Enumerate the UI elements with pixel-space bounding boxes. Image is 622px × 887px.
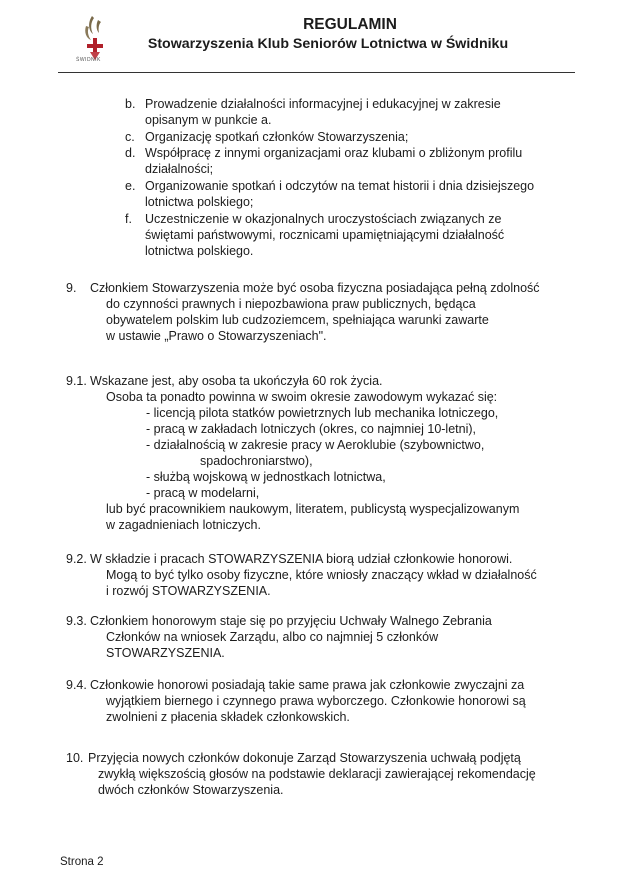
- list-item-b-line-1: Prowadzenie działalności informacyjnej i edukacyjnej w zakresie: [145, 97, 501, 111]
- document-title: REGULAMIN: [303, 16, 397, 33]
- section-10-label: 10.: [66, 751, 84, 765]
- list-item-d-line-2: działalności;: [145, 162, 214, 176]
- section-9-1-dash-5: - pracą w modelarni,: [146, 486, 260, 500]
- document-subtitle: Stowarzyszenia Klub Seniorów Lotnictwa w Świdniku: [147, 36, 509, 52]
- list-item-f-line-1: Uczestniczenie w okazjonalnych uroczystościach związanych ze: [145, 212, 502, 226]
- section-9-line-4: w ustawie „Prawo o Stowarzyszeniach".: [106, 329, 327, 343]
- list-item-e-line-2: lotnictwa polskiego;: [145, 195, 254, 209]
- section-9-4-line-1: Członkowie honorowi posiadają takie same prawa jak członkowie zwyczajni za: [90, 678, 525, 692]
- list-label-c: c.: [125, 130, 135, 144]
- section-10-line-3: dwóch członków Stowarzyszenia.: [98, 783, 284, 797]
- section-10-line-1: Przyjęcia nowych członków dokonuje Zarząd Stowarzyszenia uchwałą podjętą: [88, 751, 521, 765]
- logo-caption: ŚWIDNIK: [76, 57, 101, 63]
- section-10-line-2: zwykłą większością głosów na podstawie deklaracji zawierającej rekomendację: [98, 767, 536, 781]
- section-9-2-line-2: Mogą to być tylko osoby fizyczne, które wniosły znaczący wkład w działalność: [106, 568, 537, 582]
- section-9-line-2: do czynności prawnych i niepozbawiona praw publicznych, będąca: [106, 297, 476, 311]
- section-9-1-line-2: Osoba ta ponadto powinna w swoim okresie zawodowym wykazać się:: [106, 390, 498, 404]
- section-9-label: 9.: [66, 281, 77, 295]
- section-9-1-dash-3-continued: spadochroniarstwo),: [200, 454, 313, 468]
- section-9-1-dash-2: - pracą w zakładach lotniczych (okres, co najmniej 10-letni),: [146, 422, 476, 436]
- list-item-c-line-1: Organizację spotkań członków Stowarzyszenia;: [145, 130, 409, 144]
- list-item-d-line-1: Współpracę z innymi organizacjami oraz klubami o zbliżonym profilu: [145, 146, 523, 160]
- section-9-1-line-1: Wskazane jest, aby osoba ta ukończyła 60 rok życia.: [90, 374, 383, 388]
- section-9-1-dash-4: - służbą wojskową w jednostkach lotnictwa,: [146, 470, 386, 484]
- list-item-b-line-2: opisanym w punkcie a.: [145, 113, 272, 127]
- page-number: Strona 2: [60, 856, 104, 868]
- list-label-e: e.: [125, 179, 136, 193]
- section-9-1-label: 9.1.: [66, 374, 87, 388]
- section-9-line-1: Członkiem Stowarzyszenia może być osoba fizyczna posiadająca pełną zdolność: [90, 281, 540, 295]
- section-9-line-3: obywatelem polskim lub cudzoziemcem, spełniająca warunki zawarte: [106, 313, 489, 327]
- section-9-2-line-1: W składzie i pracach STOWARZYSZENIA biorą udział członkowie honorowi.: [90, 552, 513, 566]
- section-9-1-dash-1: - licencją pilota statków powietrznych lub mechanika lotniczego,: [146, 406, 499, 420]
- section-9-4-line-3: zwolnieni z płacenia składek członkowskich.: [106, 710, 350, 724]
- section-9-1-dash-3: - działalnością w zakresie pracy w Aeroklubie (szybownictwo,: [146, 438, 485, 452]
- section-9-2-label: 9.2.: [66, 552, 87, 566]
- list-label-d: d.: [125, 146, 136, 160]
- section-9-3-label: 9.3.: [66, 614, 87, 628]
- list-label-f: f.: [125, 212, 132, 226]
- list-item-f-line-3: lotnictwa polskiego.: [145, 244, 254, 258]
- header-divider: [58, 72, 575, 73]
- section-9-3-line-1: Członkiem honorowym staje się po przyjęciu Uchwały Walnego Zebrania: [90, 614, 492, 628]
- section-9-1-closing-1: lub być pracownikiem naukowym, literatem, publicystą wyspecjalizowanym: [106, 502, 520, 516]
- section-9-2-line-3: i rozwój STOWARZYSZENIA.: [106, 584, 271, 598]
- list-item-f-line-2: świętami państwowymi, rocznicami upamiętniającymi działalność: [145, 228, 505, 242]
- section-9-4-label: 9.4.: [66, 678, 87, 692]
- section-9-3-line-3: STOWARZYSZENIA.: [106, 646, 225, 660]
- section-9-3-line-2: Członków na wniosek Zarządu, albo co najmniej 5 członków: [106, 630, 439, 644]
- list-item-e-line-1: Organizowanie spotkań i odczytów na temat historii i dnia dzisiejszego: [145, 179, 535, 193]
- list-label-b: b.: [125, 97, 136, 111]
- section-9-1-closing-2: w zagadnieniach lotniczych.: [106, 518, 261, 532]
- section-9-4-line-2: wyjątkiem biernego i czynnego prawa wyborczego. Członkowie honorowi są: [106, 694, 526, 708]
